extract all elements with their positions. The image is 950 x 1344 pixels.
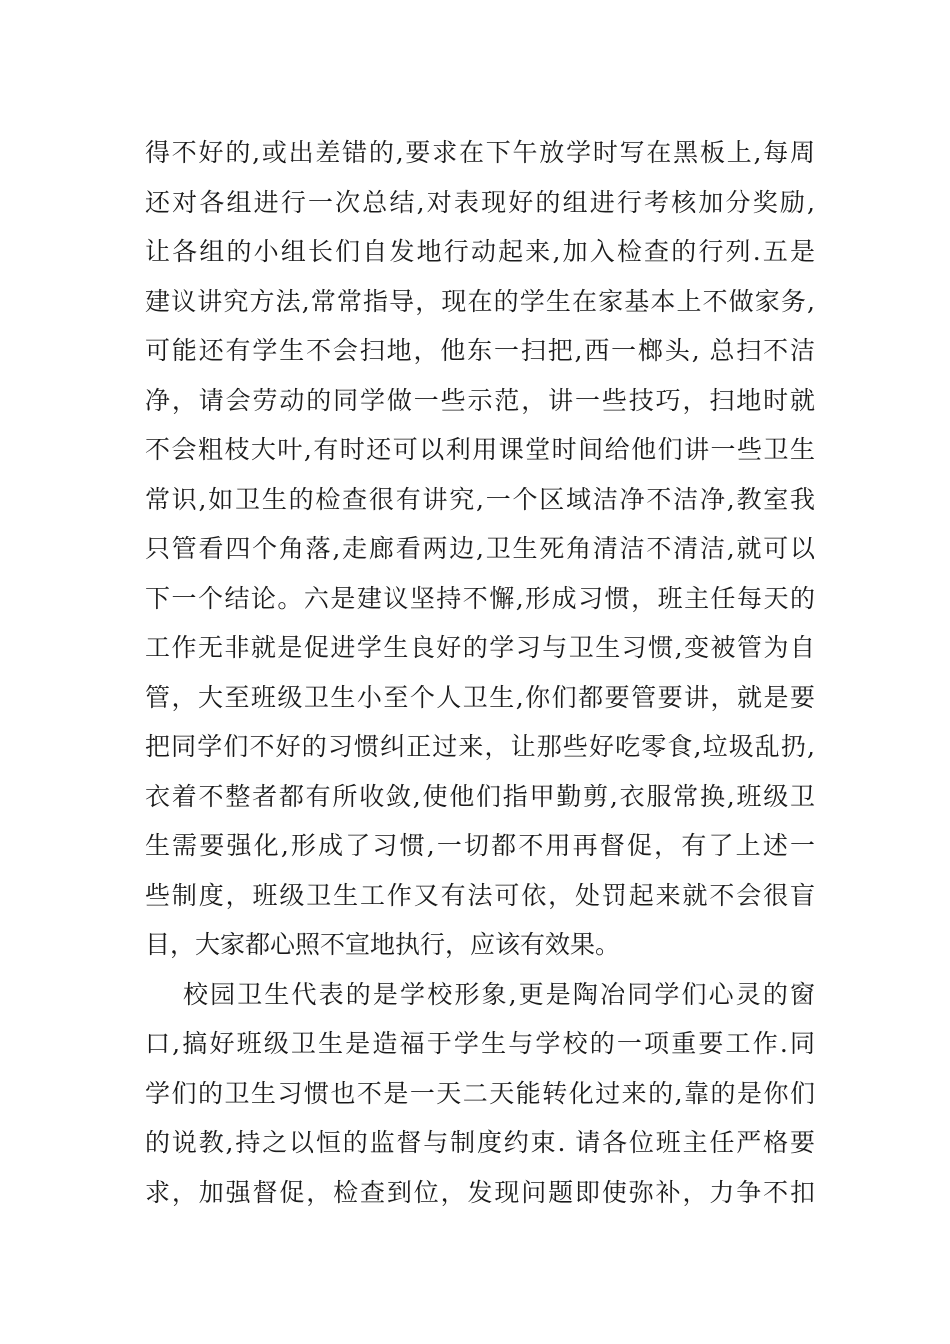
paragraph-end-line: 目，大家都心照不宣地执行，应该有效果。: [145, 930, 621, 959]
text-line: 管，大至班级卫生小至个人卫生,你们都要管要讲，就是要: [145, 682, 815, 712]
text-line: 不会粗枝大叶,有时还可以利用课堂时间给他们讲一些卫生: [145, 435, 815, 464]
text-line: 得不好的,或出差错的,要求在下午放学时写在黑板上,每周: [145, 138, 815, 167]
text-line: 求，加强督促，检查到位，发现问题即使弥补，力争不扣: [145, 1177, 815, 1207]
text-line: 学们的卫生习惯也不是一天二天能转化过来的,靠的是你们: [145, 1078, 815, 1108]
paragraph-first-line: 校园卫生代表的是学校形象,更是陶冶同学们心灵的窗: [183, 979, 815, 1009]
text-line: 只管看四个角落,走廊看两边,卫生死角清洁不清洁,就可以: [145, 534, 815, 563]
text-line: 建议讲究方法,常常指导，现在的学生在家基本上不做家务,: [145, 286, 815, 316]
text-line: 些制度，班级卫生工作又有法可依，处罚起来就不会很盲: [145, 880, 815, 910]
text-line: 还对各组进行一次总结,对表现好的组进行考核加分奖励,: [145, 187, 815, 217]
text-line: 常识,如卫生的检查很有讲究,一个区域洁净不洁净,教室我: [145, 484, 815, 514]
text-line: 下一个结论。六是建议坚持不懈,形成习惯，班主任每天的: [145, 583, 815, 613]
text-line: 口,搞好班级卫生是造福于学生与学校的一项重要工作.同: [145, 1029, 815, 1058]
text-line: 净，请会劳动的同学做一些示范，讲一些技巧，扫地时就: [145, 385, 815, 415]
text-line: 让各组的小组长们自发地行动起来,加入检查的行列.五是: [145, 237, 815, 266]
text-line: 的说教,持之以恒的监督与制度约束. 请各位班主任严格要: [145, 1128, 815, 1157]
text-line: 把同学们不好的习惯纠正过来，让那些好吃零食,垃圾乱扔,: [145, 732, 815, 761]
text-line: 衣着不整者都有所收敛,使他们指甲勤剪,衣服常换,班级卫: [145, 781, 815, 811]
text-line: 可能还有学生不会扫地，他东一扫把,西一榔头, 总扫不洁: [145, 336, 815, 365]
body-text: [145, 128, 815, 1217]
text-line: 工作无非就是促进学生良好的学习与卫生习惯,变被管为自: [145, 633, 815, 662]
text-line: 生需要强化,形成了习惯,一切都不用再督促，有了上述一: [145, 831, 815, 860]
